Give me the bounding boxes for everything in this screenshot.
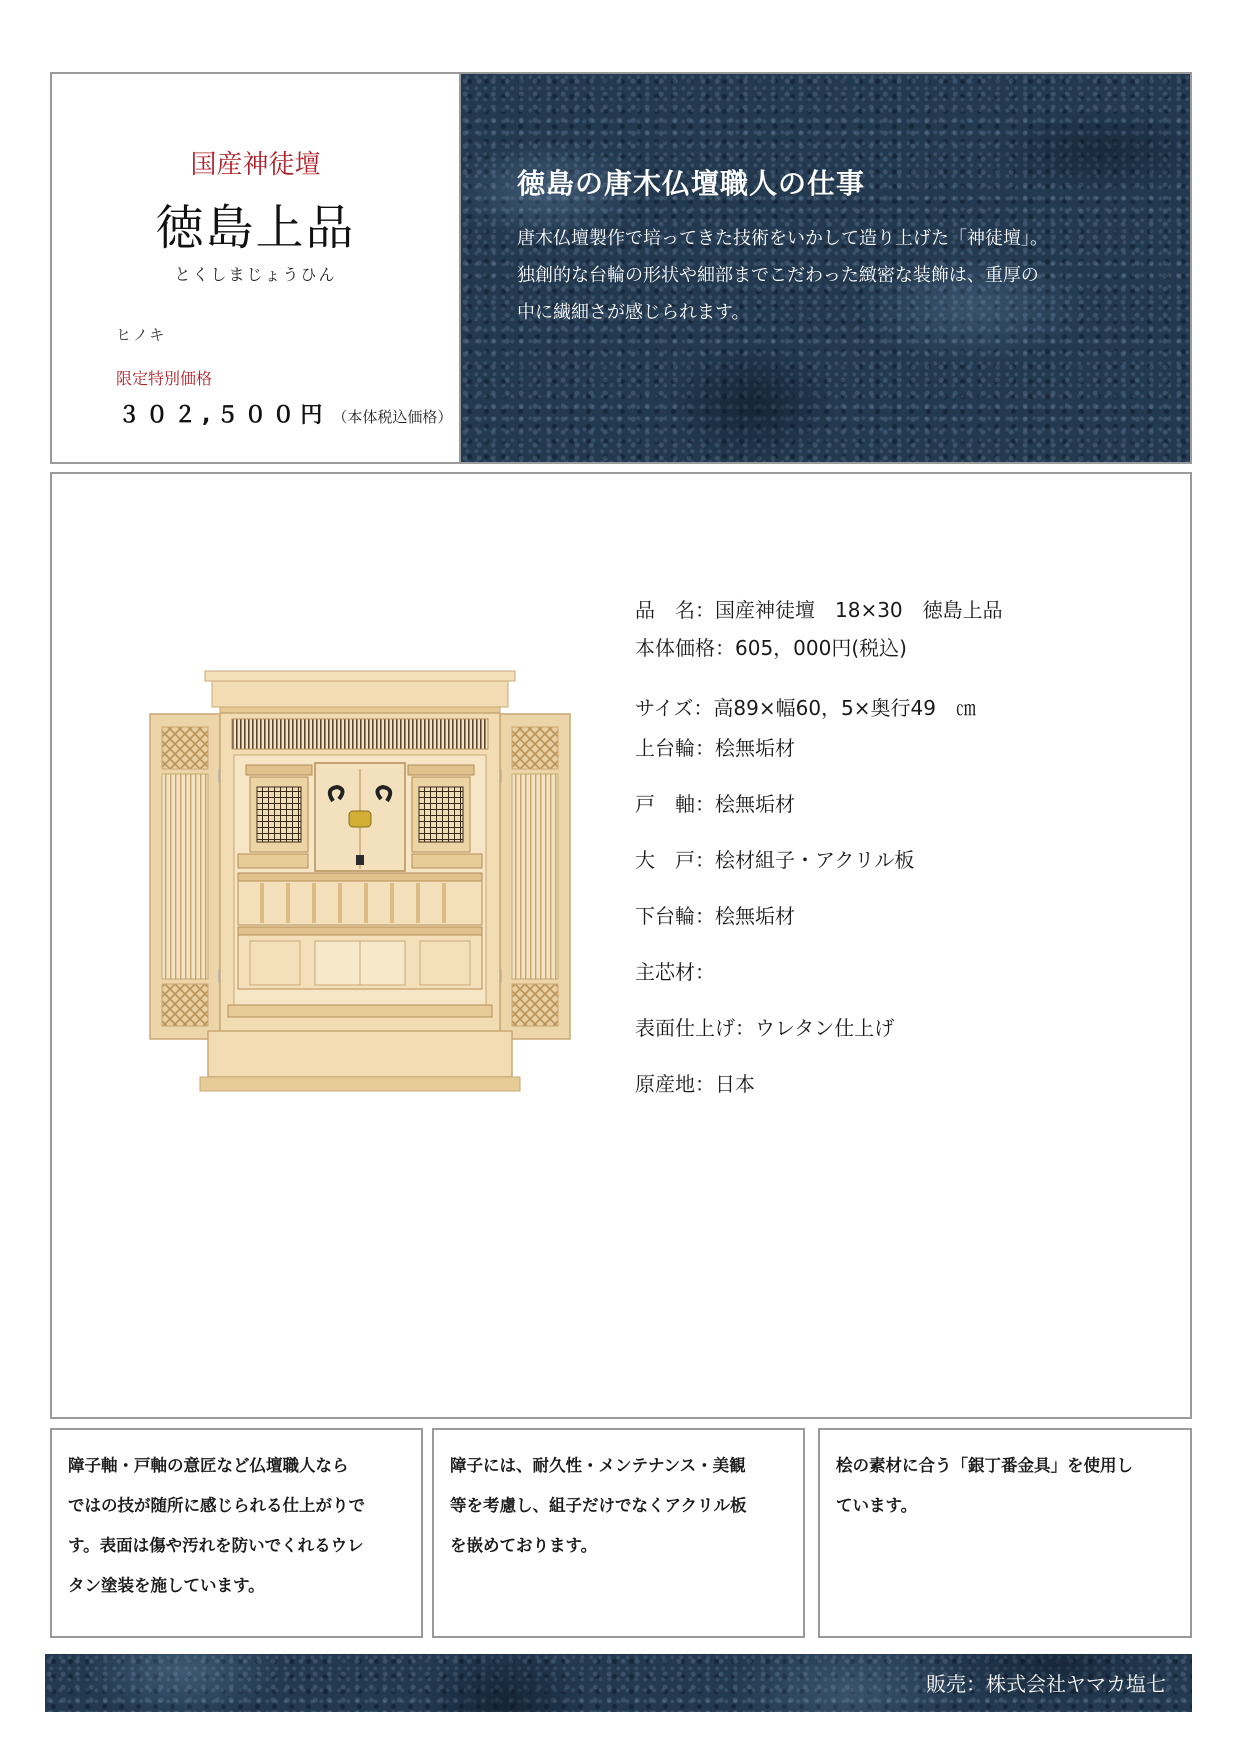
spec-row [635,844,914,873]
spec-row [635,594,1003,623]
price-note: （本体税込価格） [332,408,453,426]
intro-line: 中に繊細さが感じられます。 [517,302,750,323]
spec-row [635,788,795,817]
spec-label: サイズ： [635,696,714,720]
spec-row [635,956,715,985]
feature-line: ています。 [836,1496,918,1515]
spec-value: 桧無垢材 [715,792,795,816]
right-door [497,714,570,1039]
spec-value: 桧材組子・アクリル板 [715,848,915,872]
feature-box-acrylic [432,1428,805,1638]
product-detail-panel [50,472,1192,1419]
feature-line: す。表面は傷や汚れを防いでくれるウレ [68,1536,364,1555]
spec-value: 605，000円(税込) [735,636,907,660]
feature-box-hinges [818,1428,1192,1638]
spec-value: 国産神徒壇 18×30 徳島上品 [715,598,1003,622]
price-value: ３０２,５００円 [118,403,329,428]
intro-panel [461,72,1192,464]
product-series: 国産神徒壇 [190,150,321,180]
price-row [118,398,452,429]
spec-row [635,1068,755,1097]
spec-label: 大 戸： [635,848,715,872]
wood-type: ヒノキ [116,326,167,344]
feature-line: 等を考慮し、組子だけでなくアクリル板 [450,1496,747,1515]
spec-label: 原産地： [635,1072,715,1096]
intro-headline: 徳島の唐木仏壇職人の仕事 [517,167,866,200]
spec-label: 表面仕上げ： [635,1016,755,1040]
feature-line: 障子には、耐久性・メンテナンス・美観 [450,1456,746,1475]
spec-label: 戸 軸： [635,792,715,816]
spec-value: 日本 [715,1072,755,1096]
price-label: 限定特別価格 [116,369,213,388]
spec-row [635,1012,894,1041]
spec-label: 本体価格： [635,636,735,660]
product-title-panel [50,72,461,464]
spec-row [635,692,976,721]
spec-label: 品 名： [635,598,715,622]
feature-box-craftsmanship [50,1428,423,1638]
spec-value: 桧無垢材 [715,904,795,928]
altar-illustration [100,659,600,1139]
spec-row [635,732,795,761]
product-name: 徳島上品 [155,200,356,256]
feature-line: を嵌めております。 [450,1536,598,1555]
spec-row [635,632,907,661]
spec-row [635,900,795,929]
feature-line: 障子軸・戸軸の意匠など仏壇職人なら [68,1456,349,1475]
product-reading: とくしまじょうひん [174,265,337,284]
spec-label: 下台輪： [635,904,715,928]
intro-line: 唐木仏壇製作で培ってきた技術をいかして造り上げた「神徒壇」。 [517,228,1048,249]
feature-line: ではの技が随所に感じられる仕上がりで [68,1496,365,1515]
seller-info: 販売：株式会社ヤマカ塩七 [926,1672,1166,1696]
spec-label: 主芯材： [635,960,715,984]
left-door [150,714,223,1039]
intro-text [517,220,1137,331]
spec-value: 桧無垢材 [715,736,795,760]
footer-bar [45,1654,1192,1712]
spec-value: 高89×幅60，5×奥行49 ㎝ [713,696,976,720]
intro-line: 独創的な台輪の形状や細部までこだわった緻密な装飾は、重厚の [517,265,1039,286]
feature-line: 桧の素材に合う「銀丁番金具」を使用し [836,1456,1133,1475]
spec-value: ウレタン仕上げ [755,1016,895,1040]
feature-line: タン塗装を施しています。 [68,1576,265,1595]
spec-label: 上台輪： [635,736,715,760]
